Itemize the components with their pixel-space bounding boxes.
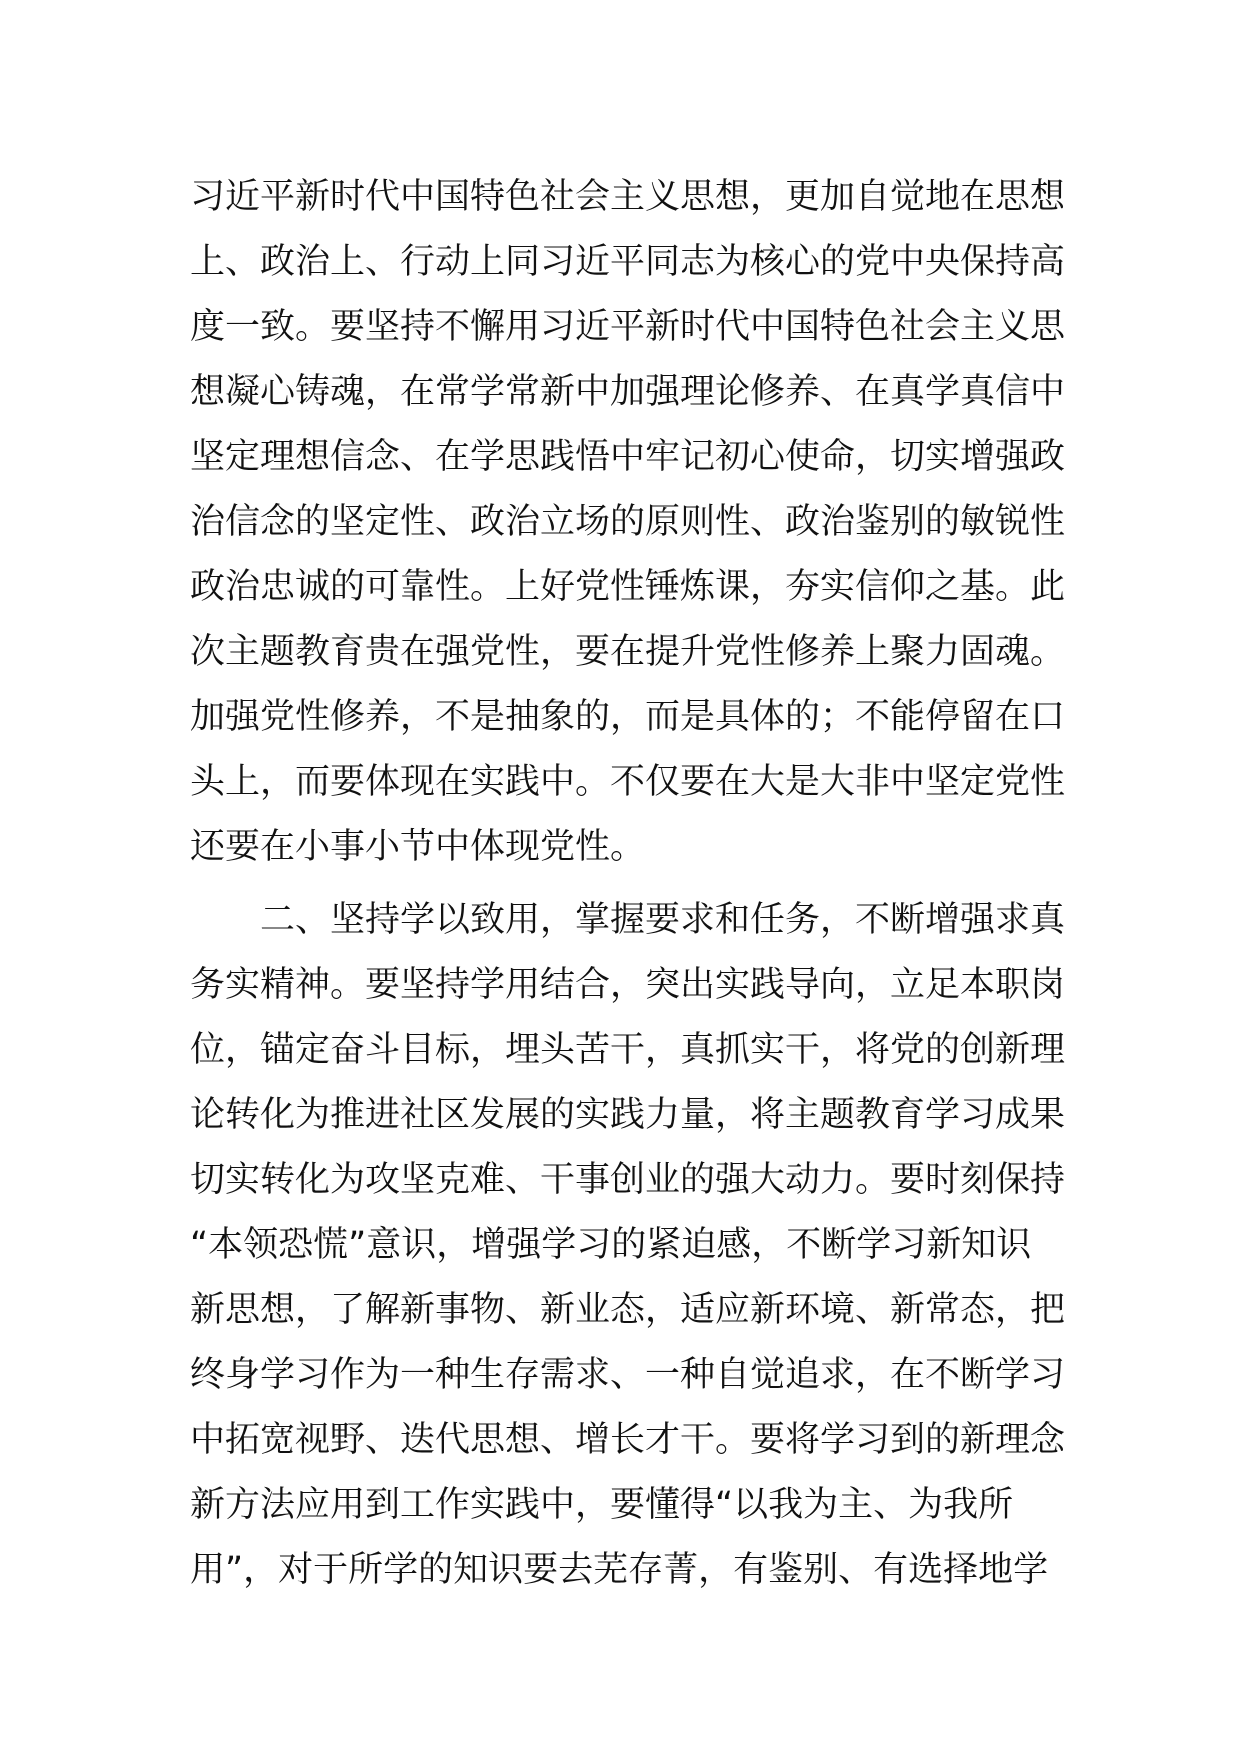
text-line: 位，锚定奋斗目标，埋头苦干，真抓实干，将党的创新理	[190, 1030, 1066, 1070]
body-text	[190, 165, 1070, 1603]
paragraph-2	[190, 888, 1070, 1603]
text-line: 度一致。要坚持不懈用习近平新时代中国特色社会主义思	[190, 307, 1066, 347]
text-line: “本领恐慌”意识，增强学习的紧迫感，不断学习新知识	[190, 1225, 1032, 1265]
text-line: 新思想，了解新事物、新业态，适应新环境、新常态，把	[190, 1290, 1066, 1330]
text-line: 政治忠诚的可靠性。上好党性锤炼课，夯实信仰之基。此	[190, 567, 1066, 607]
text-line: 坚定理想信念、在学思践悟中牢记初心使命，切实增强政	[190, 437, 1066, 477]
text-line: 治信念的坚定性、政治立场的原则性、政治鉴别的敏锐性	[190, 502, 1066, 542]
text-line: 还要在小事小节中体现党性。	[190, 827, 646, 867]
text-line: 头上，而要体现在实践中。不仅要在大是大非中坚定党性	[190, 762, 1066, 802]
text-line: 终身学习作为一种生存需求、一种自觉追求，在不断学习	[190, 1355, 1066, 1395]
text-line: 二、坚持学以致用，掌握要求和任务，不断增强求真	[190, 900, 1066, 940]
text-line: 习近平新时代中国特色社会主义思想，更加自觉地在思想	[190, 177, 1066, 217]
text-line: 论转化为推进社区发展的实践力量，将主题教育学习成果	[190, 1095, 1066, 1135]
text-line: 新方法应用到工作实践中，要懂得“以我为主、为我所	[190, 1485, 1014, 1525]
text-line: 想凝心铸魂，在常学常新中加强理论修养、在真学真信中	[190, 372, 1066, 412]
text-line: 上、政治上、行动上同习近平同志为核心的党中央保持高	[190, 242, 1066, 282]
text-line: 用”，对于所学的知识要去芜存菁，有鉴别、有选择地学	[190, 1550, 1049, 1590]
text-line: 加强党性修养，不是抽象的，而是具体的；不能停留在口	[190, 697, 1066, 737]
text-line: 务实精神。要坚持学用结合，突出实践导向，立足本职岗	[190, 965, 1066, 1005]
paragraph-gap	[190, 880, 1070, 888]
text-line: 切实转化为攻坚克难、干事创业的强大动力。要时刻保持	[190, 1160, 1066, 1200]
text-line: 次主题教育贵在强党性，要在提升党性修养上聚力固魂。	[190, 632, 1066, 672]
paragraph-1	[190, 165, 1070, 880]
text-line: 中拓宽视野、迭代思想、增长才干。要将学习到的新理念	[190, 1420, 1066, 1460]
